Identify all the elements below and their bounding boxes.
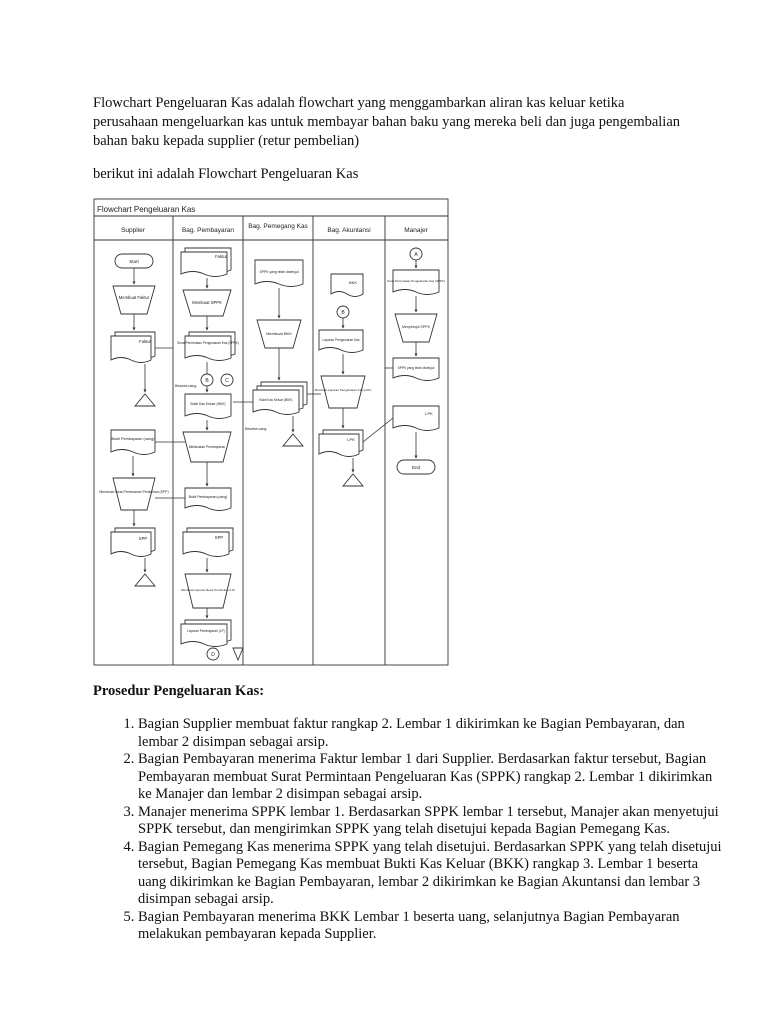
pembayaran-make-sppk: Membuat SPPK (192, 300, 222, 305)
akuntansi-report-doc: Laporan Pengeluaran Kas (322, 338, 360, 342)
manajer-connector: A (414, 252, 418, 258)
procedure-step: 4. Bagian Pemegang Kas menerima SPPK yang telah disetujui. Berdasarkan SPPK yang telah disetujui tersebut, Bagian Pemegang Kas membuat Bukti Kas Keluar (BKK) rangkap 3. Lembar 1 beserta uang dikirimkan ke Bagian Pembayaran, lembar 2 dikirimkan ke Bagian Akuntansi dan lembar 3 disimpan sebagai arsip. (138, 839, 728, 909)
procedure-step: 2. Bagian Pembayaran menerima Faktur lembar 1 dari Supplier. Berdasarkan faktur tersebut, Bagian Pembayaran membuat Surat Permintaan Pengeluaran Kas (SPPK) rangkap 2. Lembar 1 dikirimkan ke Manajer dan lembar 2 disimpan sebagai arsip. (138, 751, 728, 804)
lane-akuntansi: Bag. Akuntansi (327, 227, 371, 234)
flowchart-diagram (93, 198, 449, 666)
procedure-step: 5. Bagian Pembayaran menerima BKK Lembar 1 beserta uang, selanjutnya Bagian Pembayaran melakukan pembayaran kepada Supplier. (138, 909, 728, 944)
pembayaran-pay: Melakukan Pembayaran (188, 445, 226, 449)
pembayaran-connector-c: C (225, 378, 229, 384)
procedure-heading: Prosedur Pengeluaran Kas: (93, 683, 265, 699)
pembayaran-invoice: Faktur (215, 254, 227, 259)
lane-manajer: Manajer (404, 227, 428, 234)
procedure-step: 1. Bagian Supplier membuat faktur rangkap 2. Lembar 1 dikirimkan ke Bagian Pembayaran, dan lembar 2 disimpan sebagai arsip. (138, 716, 728, 751)
akuntansi-connector: B (341, 310, 345, 316)
supplier-cash-proof: Bukti Pembayaran (uang) (111, 437, 155, 441)
procedure-list (93, 716, 728, 944)
lane-pemegang-kas: Bag. Pemegang Kas (248, 223, 308, 230)
manajer-approve: Menyetujui SPPK (402, 325, 430, 329)
pembayaran-connector-b: B (205, 378, 209, 384)
intro-paragraph: Flowchart Pengeluaran Kas adalah flowchart yang menggambarkan aliran kas keluar ketika perusahaan mengeluarkan kas untuk membayar bahan baku yang mereka beli dan juga pengembalian bahan baku kepada supplier (retur pembelian) (93, 95, 681, 149)
manajer-lpk: LPK (425, 411, 433, 416)
manajer-end: End (411, 465, 421, 470)
supplier-make-return: Membuat Surat Pemesanan Pembelian (SPP) (99, 490, 169, 494)
pemegang-bkk-doc: Bukti Kas Keluar (BKK) (259, 398, 293, 402)
pemegang-with-money: Beserta uang (245, 427, 267, 431)
supplier-invoice: Faktur (139, 339, 151, 344)
pembayaran-cash-proof: Bukti Pembayaran (uang) (188, 495, 228, 499)
flowchart-title: Flowchart Pengeluaran Kas (97, 205, 196, 214)
pembayaran-connector-d: D (211, 652, 215, 658)
pembayaran-with-money: Beserta uang (175, 384, 197, 388)
lane-supplier: Supplier (121, 227, 145, 234)
pembayaran-sppk-doc: Surat Permintaan Pengeluaran Kas (SPPK) (177, 341, 239, 345)
pembayaran-spp: SPP (214, 535, 224, 540)
procedure-step: 3. Manajer menerima SPPK lembar 1. Berdasarkan SPPK lembar 1 tersebut, Manajer akan menyetujui SPPK tersebut, dan mengirimkan SPPK yang telah disetujui kepada Bagian Pemegang Kas. (138, 804, 728, 839)
pembayaran-make-report: Membuat Laporan Retur Pembelian (LP) (180, 588, 236, 592)
supplier-start: Start (129, 259, 139, 264)
lane-pembayaran: Bag. Pembayaran (181, 227, 235, 234)
pembayaran-report: Laporan Pembayaran (LP) (187, 629, 225, 633)
flowchart-lead-text: berikut ini adalah Flowchart Pengeluaran Kas (93, 166, 359, 182)
akuntansi-bkk: BKK (348, 280, 358, 285)
pemegang-approved: SPPK yang telah disetujui (259, 270, 299, 274)
akuntansi-make-report: Membuat Laporan Pengeluaran Kas (LPK) (314, 388, 372, 392)
supplier-make-invoice: Membuat Faktur (118, 295, 150, 300)
manajer-sppk-doc: Surat Permintaan Pengeluaran Kas (SPPK) (386, 279, 446, 283)
supplier-spp: SPP (138, 536, 148, 541)
pembayaran-bkk-doc: Bukti Kas Keluar (BKK) (190, 402, 226, 406)
pemegang-make-bkk: Membuat BKK (266, 331, 292, 336)
akuntansi-lpk: LPK (347, 437, 355, 442)
manajer-approved: SPPK yang telah disetujui (397, 366, 435, 370)
